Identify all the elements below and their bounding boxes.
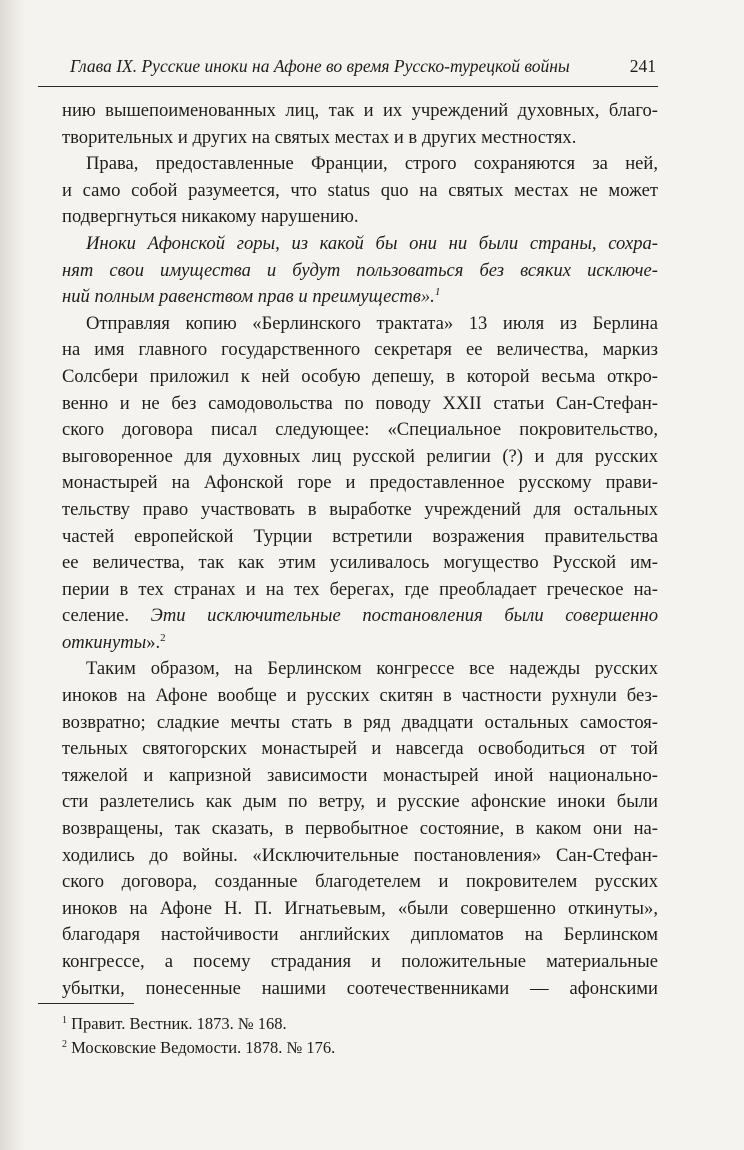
text-line: ее величества, так как этим усиливалось могущество Русской им- xyxy=(62,552,658,574)
footnote-text: Московские Ведомости. 1878. № 176. xyxy=(71,1038,336,1057)
text-line: Иноки Афонской горы, из какой бы они ни были страны, сохра- xyxy=(86,232,658,254)
text-line: Права, предоставленные Франции, строго сохраняются за ней, xyxy=(86,153,658,175)
text-line: частей европейской Турции встретили возражения правительства xyxy=(62,525,658,547)
text-line: подвергнуться никакому нарушению. xyxy=(62,206,359,228)
text-line: Таким образом, на Берлинском конгрессе все надежды русских xyxy=(86,658,658,680)
text-line: творительных и других на святых местах и в других местностях. xyxy=(62,126,577,148)
text-line: ходились до войны. «Исключительные постановления» Сан-Стефан- xyxy=(62,844,658,866)
text-line xyxy=(62,284,658,311)
text-line: иноков на Афоне вообще и русских скитян в частности рухнули без- xyxy=(62,685,658,707)
text-line: на имя главного государственного секретаря ее величества, маркиз xyxy=(62,339,658,361)
text-line: выговоренное для духовных лиц русской религии (?) и для русских xyxy=(62,445,658,467)
text-line: Отправляя копию «Берлинского трактата» 13 июля из Берлина xyxy=(86,312,658,334)
footnote-text: Правит. Вестник. 1873. № 168. xyxy=(71,1014,287,1033)
footnote-ref-2[interactable]: 2 xyxy=(160,631,166,644)
paragraph-3-quote xyxy=(62,231,658,311)
chapter-title: Глава IX. Русские иноки на Афоне во время Русско-турецкой войны xyxy=(70,56,570,76)
running-head xyxy=(70,56,656,77)
text-line: ского договора, созданные благодетелем и покровителем русских xyxy=(62,871,658,893)
footnote-number: 1 xyxy=(62,1015,67,1026)
footnote-rule xyxy=(38,1003,134,1004)
text-line: убытки, понесенные нашими соотечественниками — афонскими xyxy=(62,977,658,999)
footnotes xyxy=(62,1012,335,1060)
paragraph-4 xyxy=(62,311,658,657)
text-line: благодаря настойчивости английских дипломатов на Берлинском xyxy=(62,924,658,946)
paragraph-5 xyxy=(62,656,658,1002)
paragraph-2 xyxy=(62,151,658,231)
text-line xyxy=(62,630,658,657)
text-line: тельных святогорских монастырей и навсегда освободиться от той xyxy=(62,738,658,760)
paragraph-1 xyxy=(62,98,658,151)
text-line: тяжелой и капризной зависимости монастырей иной национально- xyxy=(62,764,658,786)
italic-fragment: откинуты xyxy=(62,631,147,653)
text-fragment: ний полным равенством прав и преимуществ». xyxy=(62,286,435,308)
text-fragment: селение. xyxy=(62,605,151,627)
text-line: возвращены, так сказать, в первобытное состояние, в каком они на- xyxy=(62,818,658,840)
text-line: иноков на Афоне Н. П. Игнатьевым, «были совершенно откинуты», xyxy=(62,897,658,919)
footnote-ref-1[interactable]: 1 xyxy=(434,286,441,299)
text-line xyxy=(62,603,658,630)
text-line: нят свои имущества и будут пользоваться без всяких исключе- xyxy=(62,259,658,281)
text-line: тельству право участвовать в выработке учреждений для остальных xyxy=(62,498,658,520)
text-line: возвратно; сладкие мечты стать в ряд двадцати остальных самостоя- xyxy=(62,711,658,733)
text-line: монастырей на Афонской горе и предоставленное русскому прави- xyxy=(62,472,658,494)
text-line: перии в тех странах и на тех берегах, где преобладает греческое на- xyxy=(62,578,658,600)
footnote-number: 2 xyxy=(62,1039,67,1050)
text-line: венно и не без самодовольства по поводу XXII статьи Сан-Стефан- xyxy=(62,392,658,414)
text-line: и само собой разумеется, что status quo на святых местах не может xyxy=(62,179,658,201)
text-line: сти разлетелись как дым по ветру, и русские афонские иноки были xyxy=(62,791,658,813)
text-line: конгрессе, а посему страдания и положительные материальные xyxy=(62,951,658,972)
body-text xyxy=(62,98,658,1002)
text-line: ского договора писал следующее: «Специальное покровительство, xyxy=(62,419,658,441)
text-line: Солсбери приложил к ней особую депешу, в которой весьма откро- xyxy=(62,365,658,387)
footnote-1 xyxy=(62,1012,335,1036)
page-number: 241 xyxy=(629,56,656,76)
italic-fragment: Эти исключительные постановления были совершенно xyxy=(150,605,658,627)
text-line: нию вышепоименованных лиц, так и их учреждений духовных, благо- xyxy=(62,100,658,121)
page-edge-shadow xyxy=(0,0,26,1150)
text-fragment: ». xyxy=(146,631,161,653)
footnote-2 xyxy=(62,1036,335,1060)
header-rule xyxy=(38,86,658,87)
